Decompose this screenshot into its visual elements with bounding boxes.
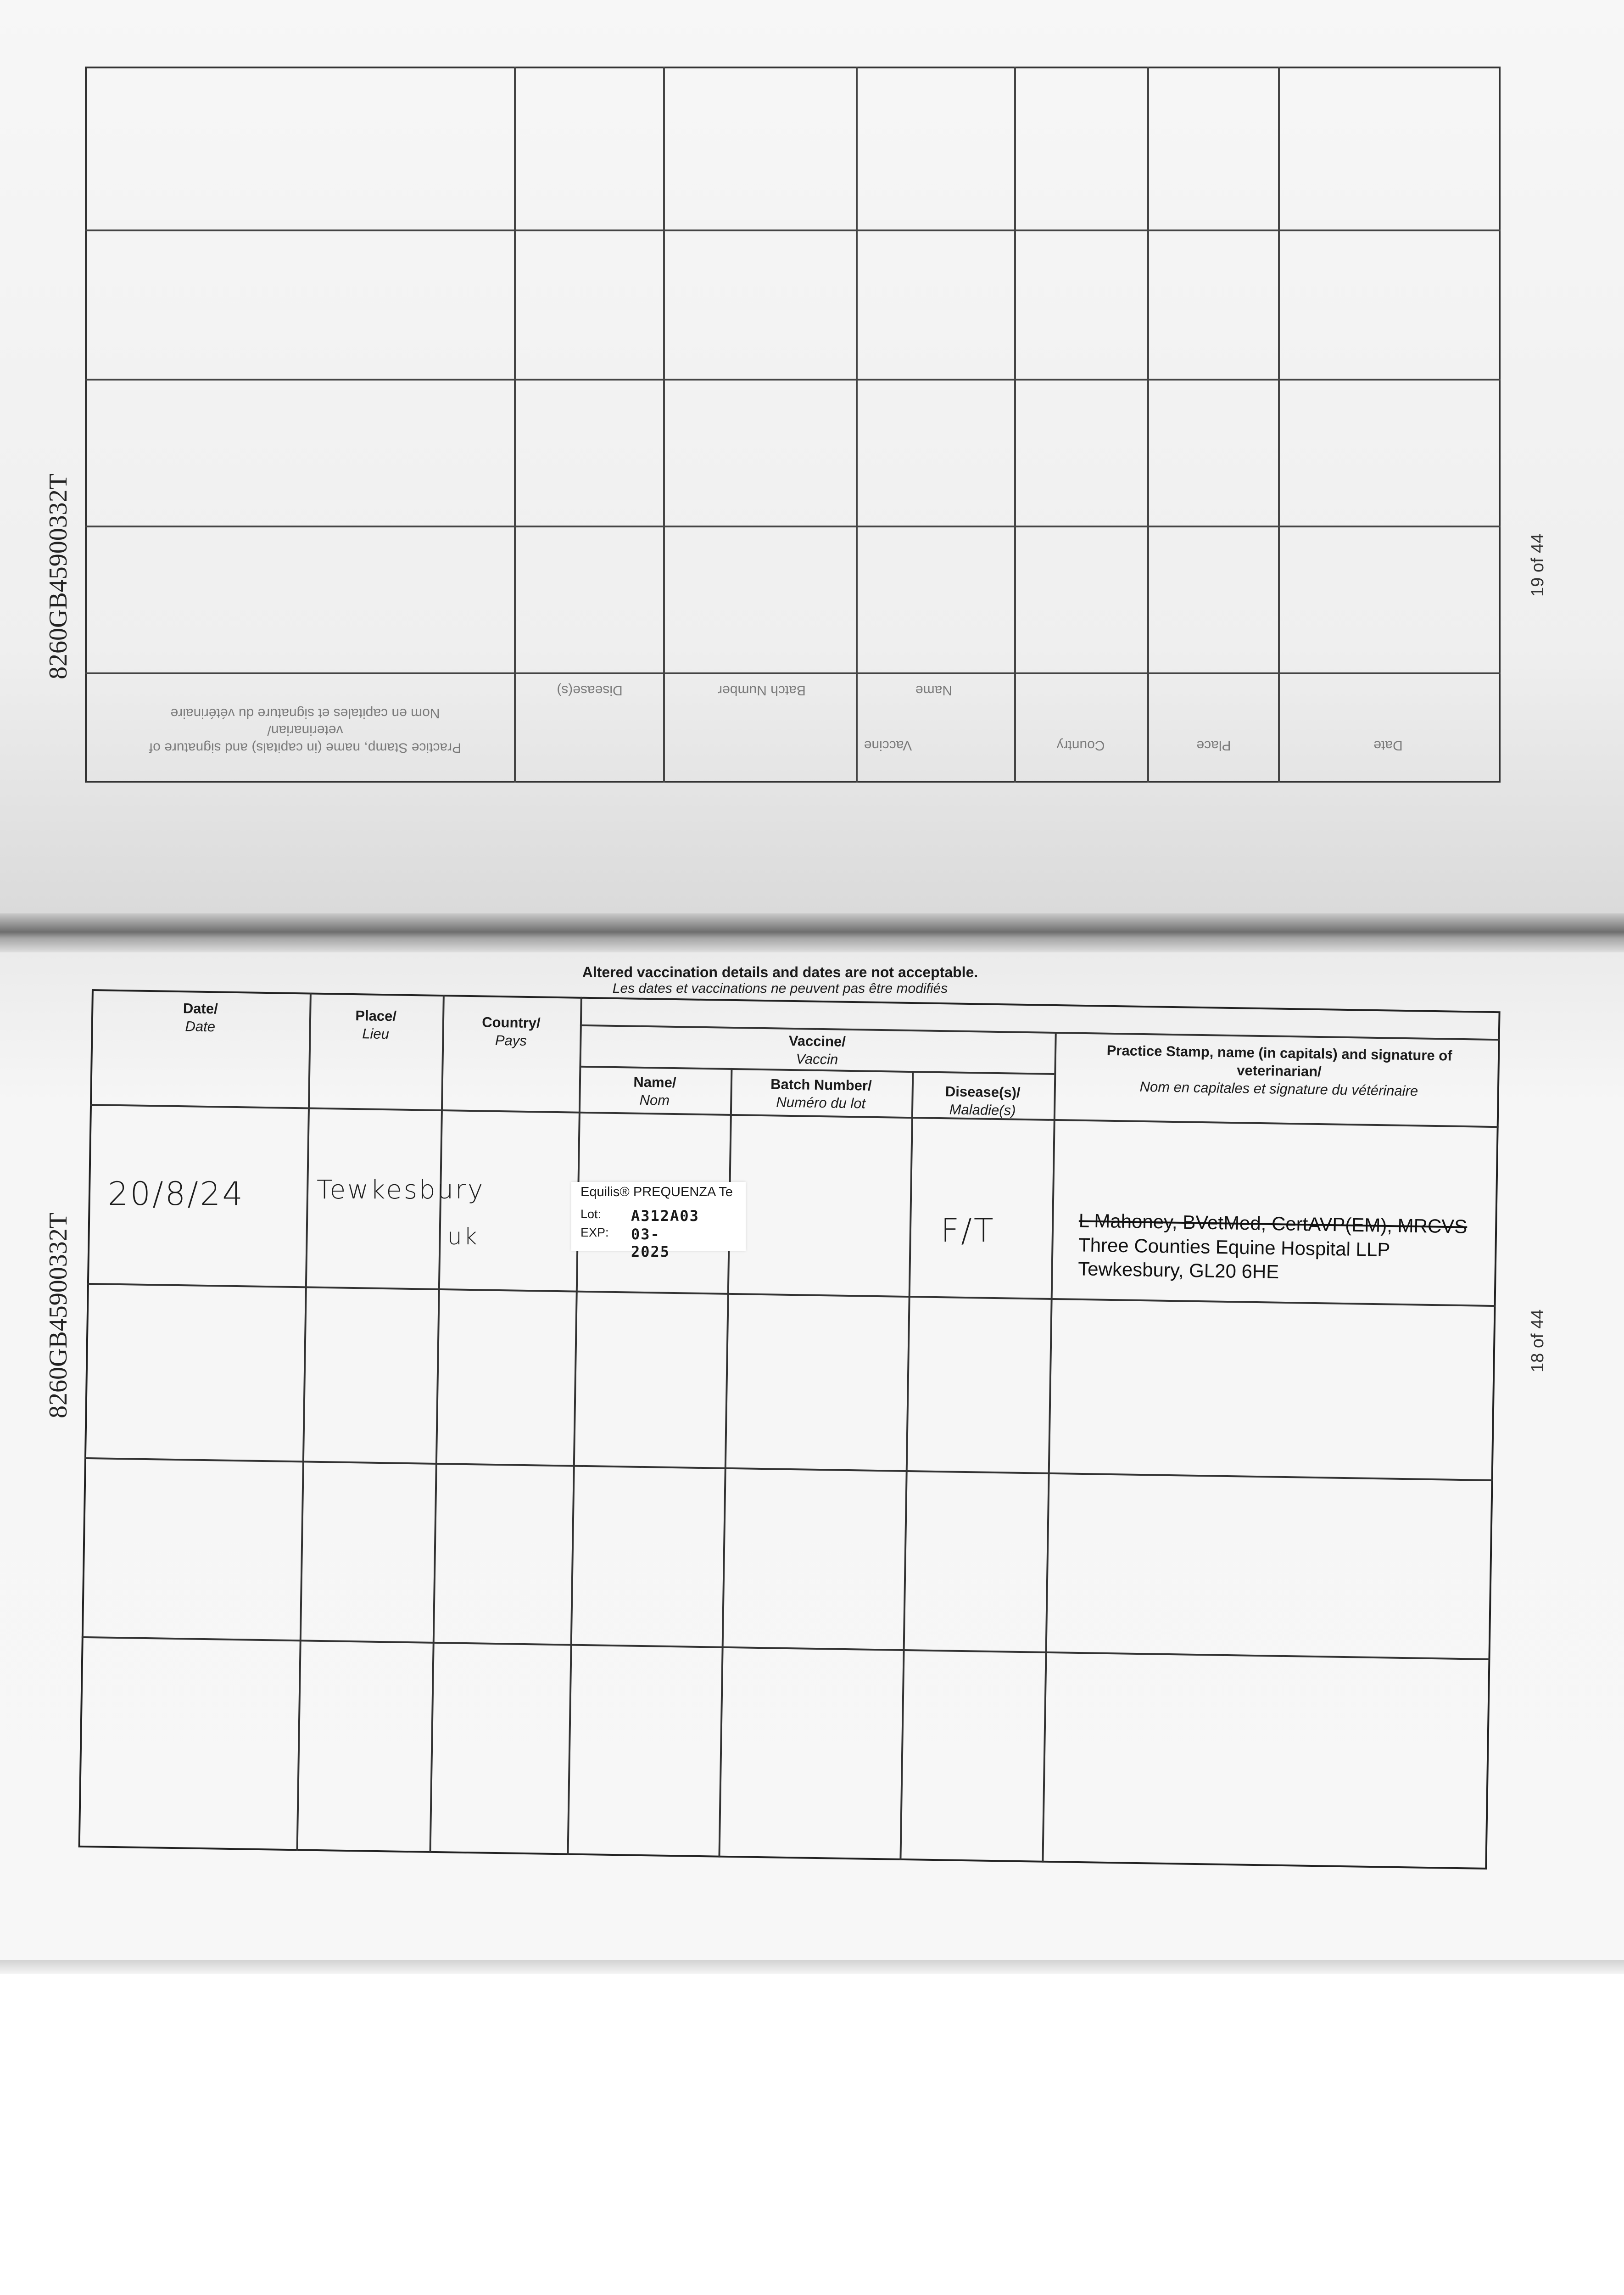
altered-details-notice [505,964,1055,996]
vaccine-batch-sticker [571,1182,746,1260]
header-country-flipped: Country [1056,738,1105,753]
col-divider [514,67,516,783]
stamp-practice: Three Counties Equine Hospital LLP [1078,1233,1390,1260]
table-frame [78,989,1501,1870]
entry-country-handwritten: uk [447,1223,479,1250]
entry-disease-handwritten: F/T [941,1212,995,1249]
document-id-top: 8260GB45900332T [44,474,73,679]
vaccination-table-bottom [78,989,1501,1870]
header-disease-flipped: Disease(s) [557,683,623,698]
col-divider [1014,67,1016,783]
header-name-flipped: Name [915,683,953,698]
lot-value: A312A03 [631,1207,699,1225]
practice-stamp [1078,1209,1468,1287]
row-divider [85,379,1501,381]
page-number-bottom: 18 of 44 [1528,1309,1547,1372]
header-country: Country/ Pays [481,1014,541,1049]
header-vaccine: Vaccine/ Vaccin [788,1032,846,1068]
header-name: Name/ Nom [633,1074,676,1108]
header-date-flipped: Date [1373,738,1403,753]
document-id-bottom: 8260GB45900332T [44,1213,73,1418]
scanner-background [0,1974,1624,2295]
book-fold [0,913,1624,955]
notice-english: Altered vaccination details and dates are not acceptable. [582,964,978,980]
row-divider [85,230,1501,231]
entry-place-handwritten: Tewkesbury [317,1175,485,1205]
entry-date-handwritten: 20/8/24 [108,1175,245,1213]
header-practice-stamp: Practice Stamp, name (in capitals) and signature of veterinarian/ Nom en capitales et signature du vétérinaire [1106,1042,1452,1099]
exp-value: 03-2025 [631,1226,670,1260]
page-number-top: 19 of 44 [1528,533,1547,597]
header-vaccine-flipped: Vaccine [864,738,912,753]
header-disease: Disease(s)/ Maladie(s) [945,1083,1021,1119]
header-place-flipped: Place [1196,738,1231,753]
row-divider [85,672,1501,674]
col-divider [856,67,858,783]
exp-row: EXP: 03-2025 [580,1226,670,1260]
header-place: Place/ Lieu [355,1008,397,1042]
header-batch: Batch Number/ Numéro du lot [770,1076,872,1112]
notice-french: Les dates et vaccinations ne peuvent pas être modifiés [612,981,948,996]
col-divider [663,67,665,783]
table-frame [85,67,1501,783]
header-stamp-flipped: Practice Stamp, name (in capitals) and signature of veterinarian/ Nom en capitales et signature du vétérinaire [149,705,462,756]
vaccination-table-top [85,67,1501,783]
row-divider [85,526,1501,527]
stamp-vet-name: L Mahoney, BVetMed, CertAVP(EM), MRCVS [1078,1209,1468,1237]
col-divider [1147,67,1149,783]
stamp-address: Tewkesbury, GL20 6HE [1077,1258,1279,1283]
header-date: Date/ Date [183,1000,218,1035]
header-batch-flipped: Batch Number [718,683,806,698]
vaccine-brand: Equilis® PREQUENZA Te [580,1185,733,1199]
lot-row: Lot: A312A03 [580,1207,699,1225]
col-divider [1278,67,1280,783]
